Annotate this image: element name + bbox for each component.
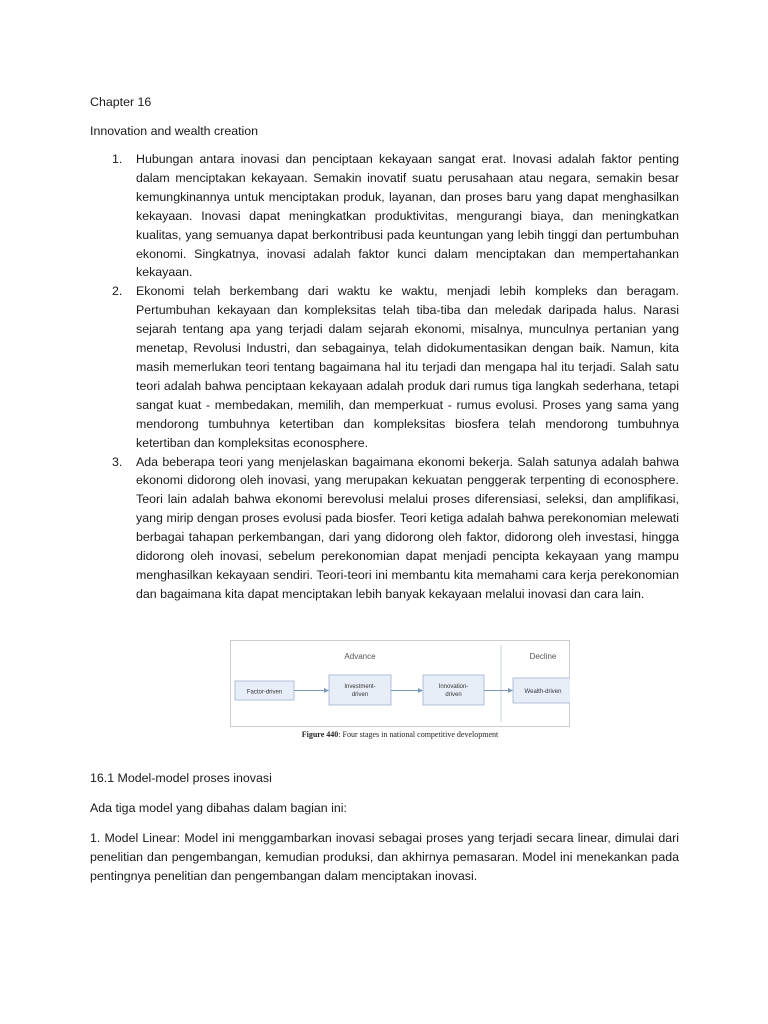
list-number: 3.	[112, 454, 123, 469]
list-item	[90, 453, 679, 604]
list-number: 2.	[112, 284, 123, 299]
figure-caption-number: Figure 440	[301, 730, 339, 739]
advance-label: Advance	[344, 652, 376, 661]
list-text: Ada beberapa teori yang menjelaskan bagaimana ekonomi bekerja. Salah satunya adalah bahwa ekonomi didorong oleh inovasi, yang merupakan kekuatan penggerak terpenting di econosphere. Teori lain adalah bahwa ekonomi berevolusi melalui proses diferensiasi, seleksi, dan amplifikasi, yang mirip dengan proses evolusi pada biosfer. Teori ketiga adalah bahwa perekonomian melewati berbagai tahapan perkembangan, dari yang didorong oleh faktor, didorong oleh investasi, hingga didorong oleh inovasi, sebelum perekonomian dapat menjadi pencipta kekayaan yang mampu menghasilkan kekayaan sendiri. Teori-teori ini membantu kita memahami cara kerja perekonomian dan bagaimana kita dapat menciptakan lebih banyak kekayaan melalui inovasi dan cara lain.	[136, 454, 679, 601]
list-item	[90, 282, 679, 452]
figure-caption	[230, 730, 570, 740]
section-heading: 16.1 Model-model proses inovasi	[90, 771, 272, 785]
decline-label: Decline	[529, 652, 557, 661]
stage-factor-label: Factor-driven	[246, 689, 283, 696]
stages-figure	[230, 640, 570, 740]
stage-innovation-label-1: Innovation-	[438, 684, 469, 690]
stage-investment-label-2: driven	[351, 692, 369, 698]
stage-investment-driven	[329, 675, 391, 705]
list-number: 1.	[112, 152, 123, 166]
list-item	[90, 150, 679, 282]
chapter-label: Chapter 16	[90, 95, 152, 109]
stage-investment-label-1: Investment-	[344, 684, 376, 690]
stage-innovation-driven	[423, 675, 484, 705]
model-linear-paragraph: 1. Model Linear: Model ini menggambarkan inovasi sebagai proses yang terjadi secara linear, dimulai dari penelitian dan pengembangan, kemudian produksi, dan akhirnya pemasaran. Model ini menekankan pada pentingnya penelitian dan pengembangan dalam menciptakan inovasi.	[90, 831, 679, 883]
stage-innovation-label-2: driven	[445, 692, 462, 698]
section-intro: Ada tiga model yang dibahas dalam bagian ini:	[90, 801, 347, 815]
stages-diagram	[230, 640, 570, 728]
numbered-list	[90, 150, 679, 604]
stage-wealth-label: Wealth-driven	[524, 689, 562, 695]
list-text: Ekonomi telah berkembang dari waktu ke waktu, menjadi lebih kompleks dan beragam. Pertumbuhan kekayaan dan kompleksitas telah tiba-tiba dan meledak daripada halus. Narasi sejarah tentang apa yang terjadi dalam sejarah ekonomi, misalnya, munculnya pertanian yang menetap, Revolusi Industri, dan sebagainya, telah didokumentasikan dengan baik. Namun, kita masih memerlukan teori tentang bagaimana hal itu terjadi dan mengapa hal itu terjadi. Salah satu teori adalah bahwa penciptaan kekayaan adalah produk dari rumus tiga langkah sederhana, tetapi sangat kuat - membedakan, memilih, dan memperkuat - rumus evolusi. Proses yang sama yang mendorong tumbuhnya ketertiban dan kompleksitas biosfera telah mendorong tumbuhnya ketertiban dan kompleksitas econosphere.	[136, 284, 679, 450]
list-text: Hubungan antara inovasi dan penciptaan kekayaan sangat erat. Inovasi adalah faktor penting dalam menciptakan kekayaan. Semakin inovatif suatu perusahaan atau negara, semakin besar kemungkinannya untuk menciptakan produk, layanan, dan proses baru yang dapat menghasilkan kekayaan. Inovasi dapat meningkatkan produktivitas, mengurangi biaya, dan meningkatkan kualitas, yang semuanya dapat berkontribusi pada keuntungan yang lebih tinggi dan pertumbuhan ekonomi. Singkatnya, inovasi adalah faktor kunci dalam menciptakan dan mempertahankan kekayaan.	[136, 152, 679, 280]
figure-caption-text: : Four stages in national competitive development	[338, 730, 499, 739]
chapter-title: Innovation and wealth creation	[90, 124, 259, 138]
